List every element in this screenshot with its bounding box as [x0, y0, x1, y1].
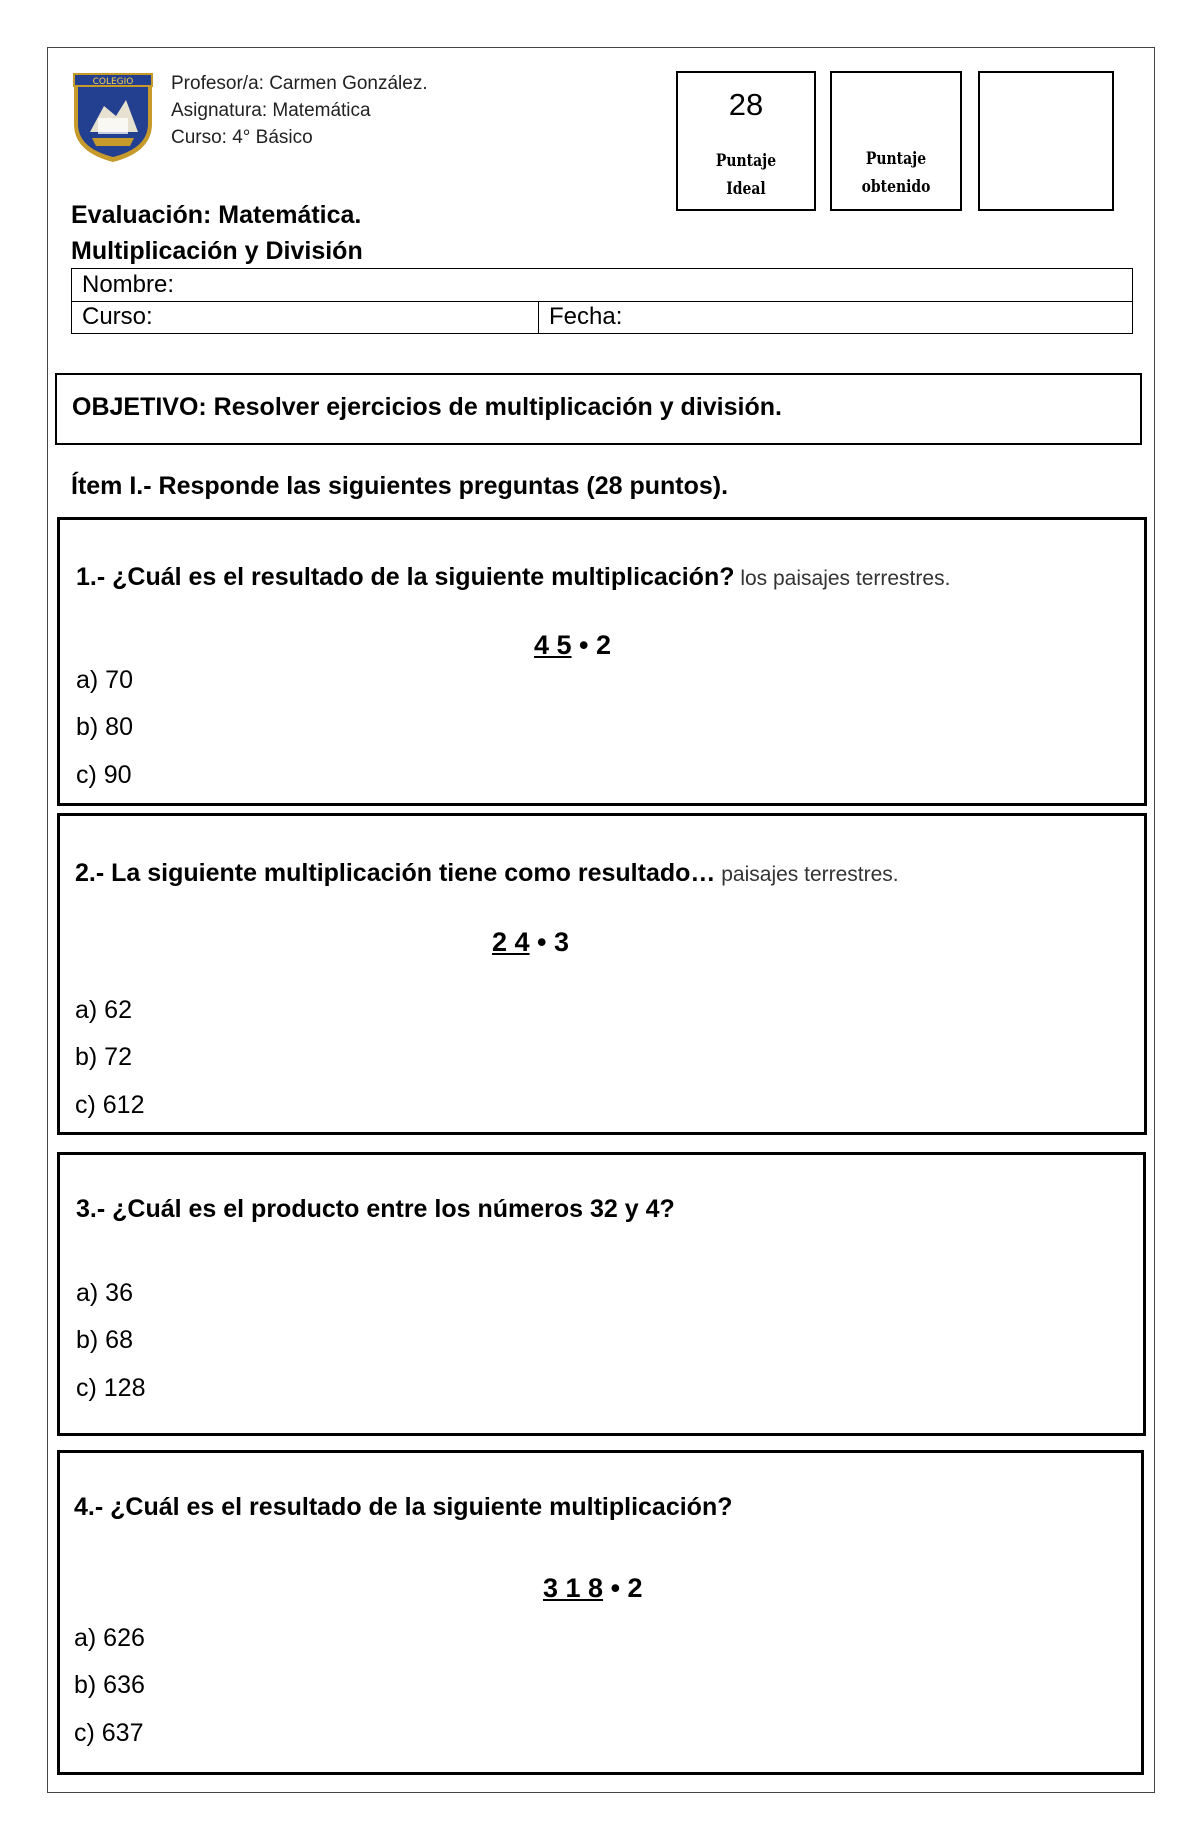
question-2-expr-factor: • 3 [529, 927, 570, 957]
question-1-option-a[interactable]: a) 70 [76, 666, 133, 694]
teacher-name: Profesor/a: Carmen González. [171, 73, 428, 94]
ideal-score-box [676, 71, 816, 211]
question-1-option-c[interactable]: c) 90 [76, 761, 132, 789]
question-3-option-b[interactable]: b) 68 [76, 1326, 133, 1354]
course-date-row [72, 301, 1132, 334]
logo-text: COLEGIO [92, 77, 134, 87]
question-4-text: 4.- ¿Cuál es el resultado de la siguiente multiplicación? [74, 1493, 733, 1521]
question-1-note: los paisajes terrestres. [734, 567, 951, 590]
evaluation-title [71, 197, 363, 269]
question-3-box [57, 1152, 1146, 1436]
course-name: Curso: 4° Básico [171, 127, 313, 148]
question-3-option-a[interactable]: a) 36 [76, 1279, 133, 1307]
subject-name: Asignatura: Matemática [171, 100, 371, 121]
ideal-score-value: 28 [728, 87, 764, 122]
ideal-score-label-line2: Ideal [726, 179, 766, 199]
question-2-prompt: 2.- La siguiente multiplicación tiene como resultado… [75, 859, 716, 887]
evaluation-title-line2: Multiplicación y División [71, 237, 363, 265]
objective-text: OBJETIVO: Resolver ejercicios de multiplicación y división. [72, 393, 782, 421]
school-logo [70, 72, 156, 164]
evaluation-title-line1: Evaluación: Matemática. [71, 201, 362, 229]
ideal-score-label-line1: Puntaje [715, 151, 777, 171]
question-3-text: 3.- ¿Cuál es el producto entre los números 32 y 4? [76, 1195, 675, 1223]
obtained-score-label-line2: obtenido [861, 177, 931, 197]
obtained-score-box [830, 71, 962, 211]
question-4-expression [543, 1573, 643, 1604]
question-2-text [75, 859, 899, 888]
course-label: Curso: [82, 303, 153, 330]
date-label: Fecha: [549, 303, 623, 330]
question-4-expr-digits: 3 1 8 [543, 1573, 604, 1603]
question-2-option-a[interactable]: a) 62 [75, 996, 132, 1024]
question-1-prompt: 1.- ¿Cuál es el resultado de la siguiente multiplicación? [76, 563, 735, 591]
objective-box [55, 373, 1142, 445]
question-1-expr-factor: • 2 [571, 630, 612, 660]
question-2-expr-digits: 2 4 [492, 927, 530, 957]
item-heading: Ítem I.- Responde las siguientes preguntas (28 puntos). [71, 472, 729, 500]
question-4-option-a[interactable]: a) 626 [74, 1624, 145, 1652]
table-divider [538, 301, 539, 334]
student-info-table [71, 268, 1133, 334]
question-1-option-b[interactable]: b) 80 [76, 713, 133, 741]
question-4-box [57, 1450, 1144, 1775]
question-2-note: paisajes terrestres. [715, 863, 899, 886]
question-1-expression [534, 630, 611, 661]
question-4-option-c[interactable]: c) 637 [74, 1719, 144, 1747]
obtained-score-entry-box[interactable] [978, 71, 1114, 211]
question-3-option-c[interactable]: c) 128 [76, 1374, 146, 1402]
obtained-score-label [844, 145, 949, 201]
obtained-score-label-line1: Puntaje [865, 149, 927, 169]
question-1-expr-digits: 4 5 [534, 630, 572, 660]
question-2-expression [492, 927, 569, 958]
ideal-score-label [690, 147, 802, 203]
question-2-box [57, 813, 1147, 1135]
name-label: Nombre: [82, 271, 175, 298]
question-4-expr-factor: • 2 [603, 1573, 643, 1603]
question-1-box [57, 517, 1147, 806]
question-1-text [76, 563, 950, 592]
name-row[interactable] [72, 269, 1132, 302]
question-4-option-b[interactable]: b) 636 [74, 1671, 145, 1699]
question-2-option-b[interactable]: b) 72 [75, 1043, 132, 1071]
question-2-option-c[interactable]: c) 612 [75, 1091, 145, 1119]
